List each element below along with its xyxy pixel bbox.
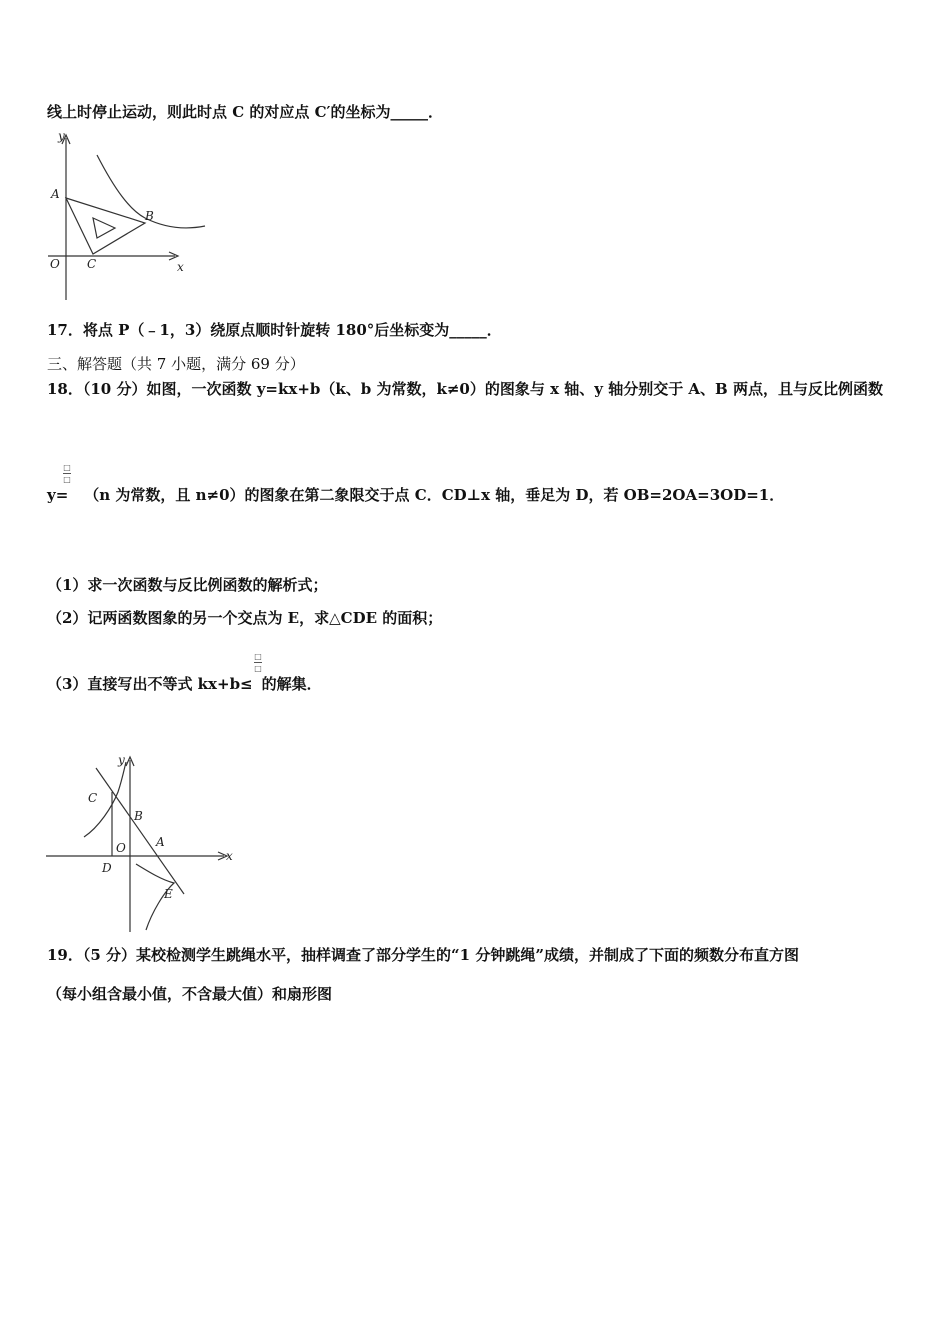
fraction-numerator: □ [254, 651, 262, 661]
inner-triangle [93, 218, 115, 238]
label-a: A [51, 187, 60, 201]
label-c: C [87, 257, 97, 271]
inequality-suffix: 的解集． [261, 675, 322, 693]
label-o: O [50, 257, 60, 271]
label-b: B [145, 209, 154, 223]
inequality-prefix: （3）直接写出不等式 kx+b≤ [47, 675, 253, 693]
function-prefix: y= [47, 486, 69, 504]
label-c: C [88, 791, 98, 805]
label-x: x [177, 260, 184, 274]
fraction-n-over-x [63, 463, 71, 484]
question-18-part2: （2）记两函数图象的另一个交点为 E，求△CDE 的面积； [47, 609, 443, 627]
label-o: O [116, 841, 126, 855]
question-19-line2: （每小组含最小值，不含最大值）和扇形图 [47, 985, 333, 1003]
question-19-line1: 19．（5 分）某校检测学生跳绳水平，抽样调查了部分学生的“1 分钟跳绳”成绩，并制成了下面的频数分布直方图 [47, 946, 799, 964]
function-description: （n 为常数，且 n≠0）的图象在第二象限交于点 C．CD⊥x 轴，垂足为 D，若 OB=2OA=3OD=1． [84, 486, 785, 504]
fraction-denominator: □ [254, 663, 262, 673]
question-18-line2 [47, 485, 784, 505]
label-y: y [58, 129, 65, 143]
line-ce [96, 768, 184, 894]
question-18-part3 [47, 674, 322, 694]
figure-triangle-hyperbola [45, 130, 215, 305]
section-3-heading: 三、解答题（共 7 小题，满分 69 分） [47, 355, 305, 373]
question-18-part1: （1）求一次函数与反比例函数的解析式； [47, 576, 328, 594]
figure-line-hyperbola [44, 752, 244, 937]
question-16-tail: 线上时停止运动，则此时点 C 的对应点 C′的坐标为_____． [47, 103, 444, 121]
fraction-numerator: □ [63, 462, 71, 472]
label-a: A [156, 835, 165, 849]
question-18-line1: 18．（10 分）如图，一次函数 y=kx+b（k、b 为常数，k≠0）的图象与 x 轴、y 轴分别交于 A、B 两点，且与反比例函数 [47, 380, 883, 398]
question-17: 17．将点 P（﹣1，3）绕原点顺时针旋转 180°后坐标变为_____． [47, 321, 502, 339]
label-y: y [118, 753, 125, 767]
fraction-denominator: □ [63, 474, 71, 484]
label-d: D [102, 861, 112, 875]
triangle-abc [66, 198, 145, 254]
fraction-n-over-x-2 [254, 652, 262, 673]
label-e: E [164, 887, 173, 901]
label-x: x [226, 849, 233, 863]
label-b: B [134, 809, 143, 823]
